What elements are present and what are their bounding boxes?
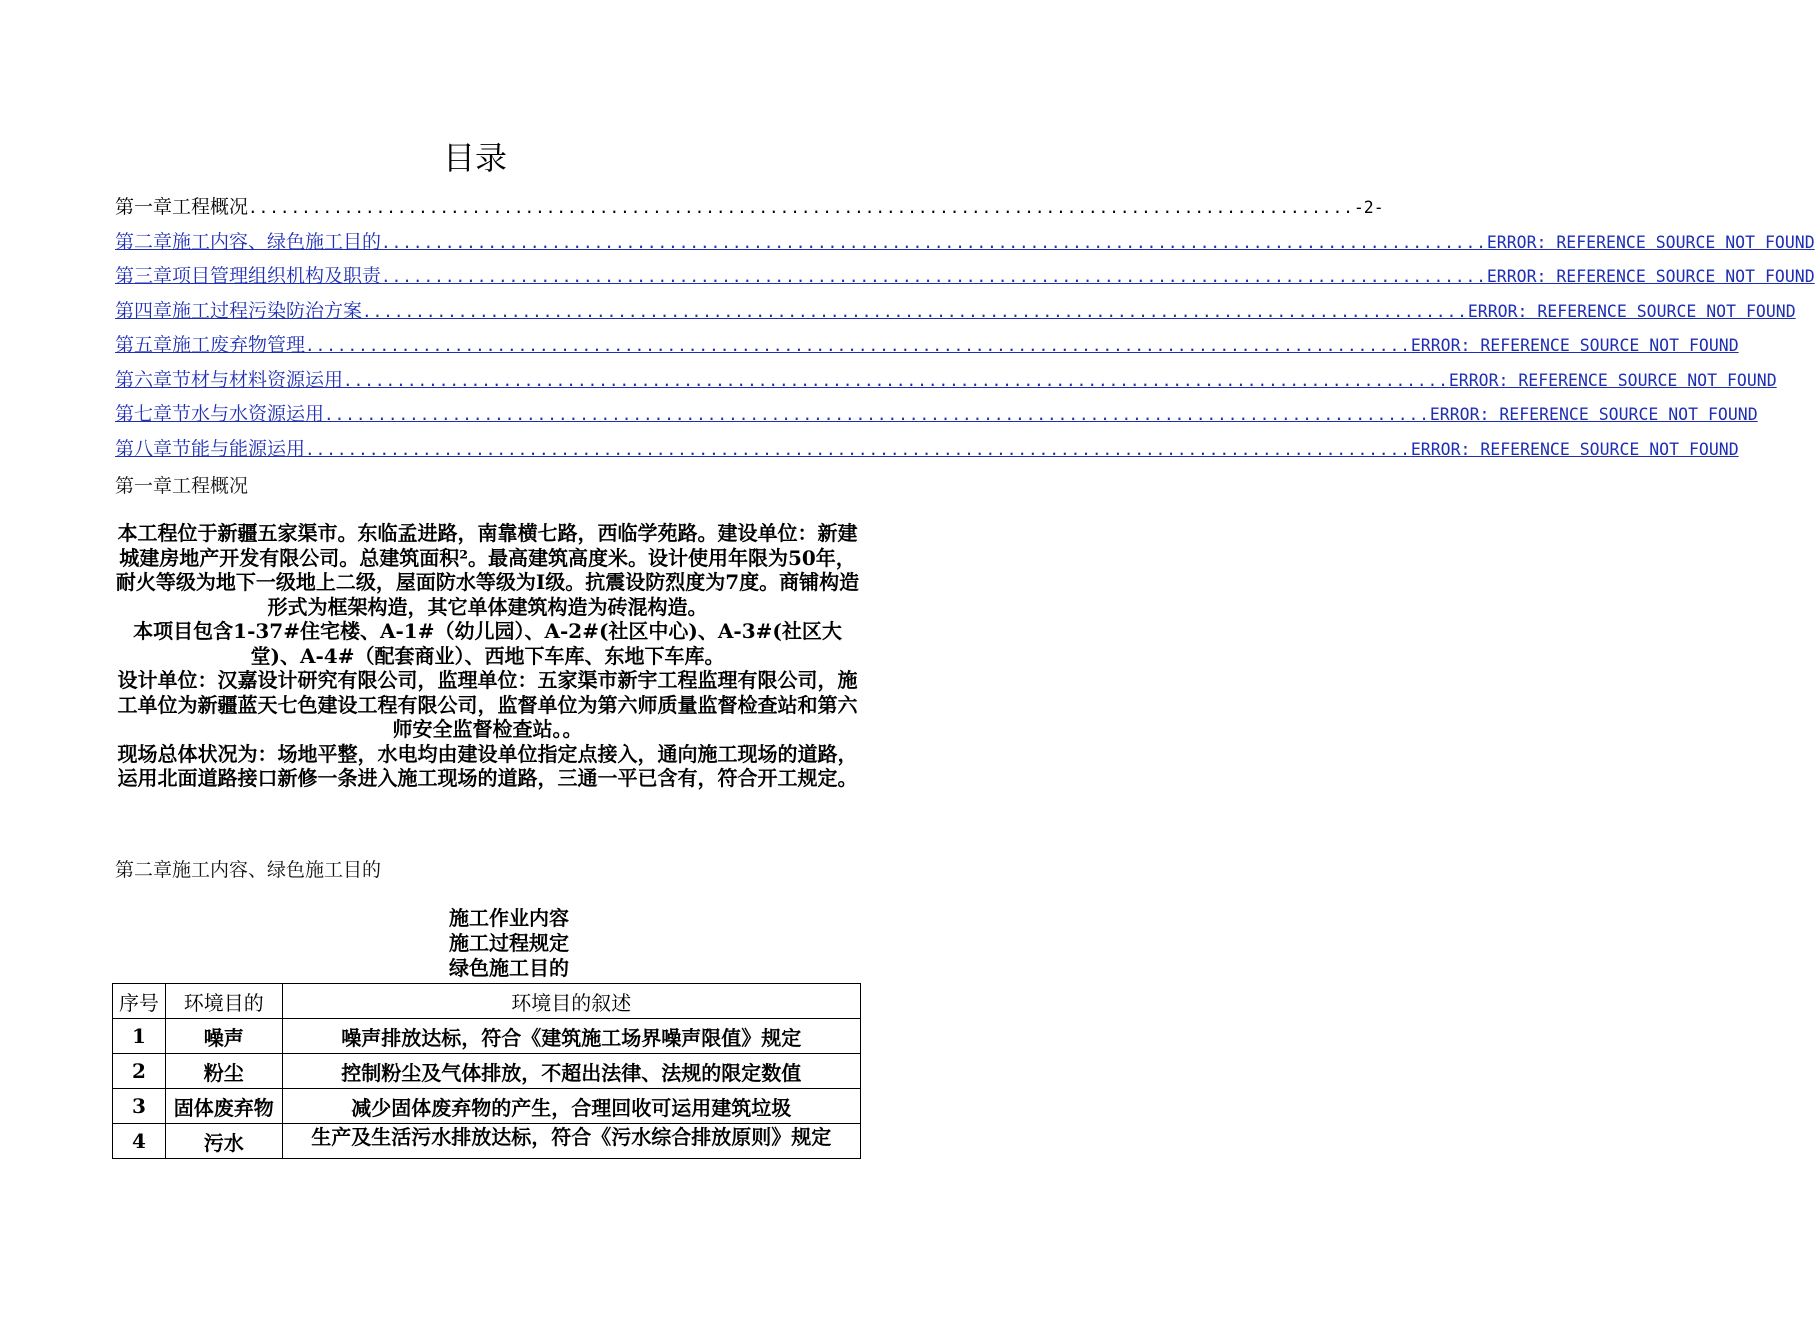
table-cell: 噪声排放达标，符合《建筑施工场界噪声限值》规定 <box>282 1019 860 1054</box>
toc-entry-link[interactable] <box>115 261 1815 296</box>
table-cell: 固体废弃物 <box>165 1089 282 1124</box>
table-cell: 控制粉尘及气体排放，不超出法律、法规的限定数值 <box>282 1054 860 1089</box>
toc-entry-link[interactable] <box>115 434 1739 469</box>
toc-entry[interactable] <box>115 192 1384 227</box>
toc-leader-dots: ........................................................................................................ <box>305 439 1411 459</box>
table-row <box>113 1019 861 1054</box>
toc-entry-link[interactable] <box>115 399 1758 434</box>
chapter-1-body <box>115 521 860 791</box>
table-captions <box>0 906 1018 981</box>
caption: 施工过程规定 <box>449 931 569 955</box>
toc-leader-dots: ........................................................................................................ <box>381 267 1487 286</box>
table-cell: 污水 <box>165 1124 282 1159</box>
table-cell: 1 <box>113 1019 166 1054</box>
table-header-row <box>113 984 861 1019</box>
toc-entry-link[interactable] <box>115 227 1815 262</box>
caption: 施工作业内容 <box>449 906 569 930</box>
table-cell: 噪声 <box>165 1019 282 1054</box>
environmental-goals-table <box>112 983 861 1159</box>
chapter-2-heading: 第二章施工内容、绿色施工目的 <box>115 859 382 881</box>
table-cell: 2 <box>113 1054 166 1089</box>
toc-entry-page: ERROR: REFERENCE SOURCE NOT FOUND <box>1410 336 1739 355</box>
toc-leader-dots: ........................................................................................................ <box>362 301 1468 321</box>
paragraph: 本项目包含1-37#住宅楼、A-1#（幼儿园）、A-2#(社区中心)、A-3#(社区大堂)、A-4#（配套商业）、西地下车库、东地下车库。 <box>133 619 842 668</box>
table-of-contents <box>115 192 1815 468</box>
toc-leader-dots: ........................................................................................................ <box>305 336 1411 355</box>
toc-leader-dots: ........................................................................................................ <box>343 370 1449 390</box>
toc-leader-dots: ........................................................................................................ <box>248 198 1354 217</box>
table-cell: 粉尘 <box>165 1054 282 1089</box>
table-cell: 3 <box>113 1089 166 1124</box>
toc-entry-title: 第五章施工废弃物管理 <box>115 334 306 356</box>
toc-entry-page: ERROR: REFERENCE SOURCE NOT FOUND <box>1410 439 1739 459</box>
toc-entry-link[interactable] <box>115 330 1739 365</box>
toc-entry-page: ERROR: REFERENCE SOURCE NOT FOUND <box>1448 370 1777 390</box>
toc-entry-link[interactable] <box>115 296 1796 331</box>
chapter-1-heading: 第一章工程概况 <box>115 475 249 497</box>
toc-entry-page: ERROR: REFERENCE SOURCE NOT FOUND <box>1486 267 1815 286</box>
toc-entry-title: 第二章施工内容、绿色施工目的 <box>115 230 382 253</box>
toc-entry-title: 第一章工程概况 <box>115 196 249 218</box>
table-cell: 4 <box>113 1124 166 1159</box>
toc-entry-page: ERROR: REFERENCE SOURCE NOT FOUND <box>1467 301 1796 321</box>
toc-entry-title: 第七章节水与水资源运用 <box>115 403 325 425</box>
toc-leader-dots: ........................................................................................................ <box>324 405 1430 424</box>
table-row <box>113 1089 861 1124</box>
table-row <box>113 1054 861 1089</box>
toc-entry-title: 第六章节材与材料资源运用 <box>115 368 344 391</box>
toc-entry-title: 第四章施工过程污染防治方案 <box>115 299 363 322</box>
paragraph: 现场总体状况为：场地平整，水电均由建设单位指定点接入，通向施工现场的道路，运用北面道路接口新修一条进入施工现场的道路，三通一平已含有，符合开工规定。 <box>117 741 858 790</box>
table-cell: 减少固体废弃物的产生，合理回收可运用建筑垃圾 <box>282 1089 860 1124</box>
paragraph: 本工程位于新疆五家渠市。东临孟进路，南靠横七路，西临学苑路。建设单位：新建城建房地产开发有限公司。总建筑面积²。最高建筑高度米。设计使用年限为50年，耐火等级为地下一级地上二级，屋面防水等级为Ⅰ级。抗震设防烈度为7度。商铺构造形式为框架构造，其它单体建筑构造为砖混构造。 <box>115 521 860 619</box>
toc-title: 目录 <box>442 139 507 177</box>
toc-entry-title: 第三章项目管理组织机构及职责 <box>115 265 382 287</box>
column-header-goal: 环境目的 <box>165 984 282 1019</box>
table-cell <box>282 1124 860 1159</box>
table-row <box>113 1124 861 1159</box>
toc-entry-page: ERROR: REFERENCE SOURCE NOT FOUND <box>1429 405 1758 424</box>
column-header-index: 序号 <box>113 984 166 1019</box>
caption: 绿色施工目的 <box>449 956 569 980</box>
toc-entry-page: -2- <box>1353 198 1384 217</box>
toc-entry-link[interactable] <box>115 365 1777 400</box>
clipped-cell-text: 生产及生活污水排放达标，符合《污水综合排放原则》规定 <box>311 1125 832 1149</box>
toc-entry-title: 第八章节能与能源运用 <box>115 437 306 460</box>
toc-entry-page: ERROR: REFERENCE SOURCE NOT FOUND <box>1486 232 1815 252</box>
toc-leader-dots: ........................................................................................................ <box>381 232 1487 252</box>
column-header-description: 环境目的叙述 <box>282 984 860 1019</box>
paragraph: 设计单位：汉嘉设计研究有限公司，监理单位：五家渠市新宇工程监理有限公司，施工单位为新疆蓝天七色建设工程有限公司，监督单位为第六师质量监督检查站和第六师安全监督检查站。。 <box>117 668 858 741</box>
